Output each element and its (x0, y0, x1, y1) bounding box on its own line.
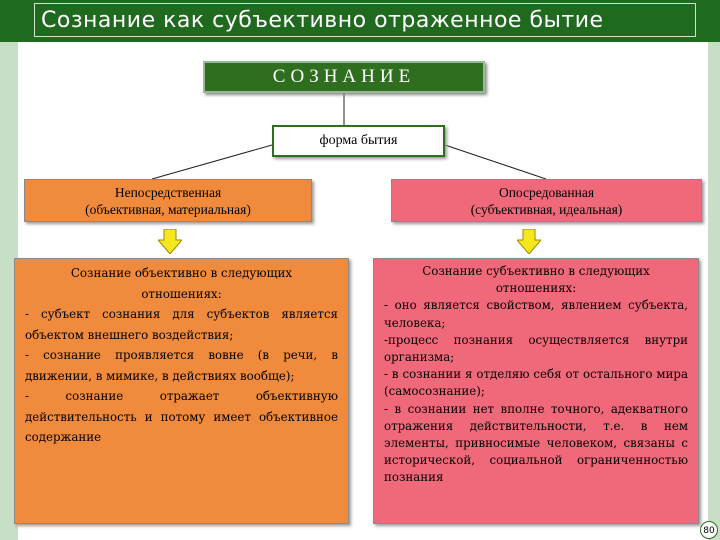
subjective-item-1: - оно является свойством, явлением субъекта, человека; (384, 298, 688, 330)
connector-form-left (152, 145, 272, 179)
subjective-relations-box (373, 258, 699, 524)
objective-relations-box (14, 258, 349, 524)
direct-header-subtitle: (объективная, материальная) (85, 202, 251, 217)
page-number-badge: 80 (700, 521, 718, 539)
objective-item-2: - сознание проявляется вовне (в речи, в движении, в мимике, в действиях вообще); (25, 348, 338, 383)
objective-item-1: - субъект сознания для субъектов является объектом внешнего воздействия; (25, 307, 338, 342)
subjective-intro: Сознание субъективно в следующих отношениях: (422, 264, 650, 296)
direct-header-box (24, 179, 312, 222)
objective-intro: Сознание объективно в следующих отношениях: (70, 266, 293, 301)
connector-form-right (445, 145, 546, 179)
direct-header-title: Непосредственная (114, 185, 222, 200)
subjective-item-3: - в сознании я отделяю себя от остального мира (самосознание); (384, 367, 688, 399)
consciousness-box: СОЗНАНИЕ (203, 61, 485, 93)
mediated-header-title: Опосредованная (498, 185, 595, 200)
objective-item-3: - сознание отражает объективную действительность и потому имеет объективное содержание (25, 389, 338, 444)
subjective-item-4: - в сознании нет вполне точного, адекватного отражения действительности, т.е. в нем элементы, привносимые человеком, связаны с исторической, социальной ограниченностью познания (384, 401, 688, 485)
slide-title: Сознание как субъективно отраженное бытие (34, 3, 696, 37)
mediated-header-box (391, 179, 702, 222)
subjective-item-2: -процесс познания осуществляется внутри организма; (384, 332, 688, 365)
down-arrow-icon (517, 229, 541, 254)
form-of-being-box: форма бытия (272, 125, 445, 157)
down-arrow-icon (158, 229, 182, 254)
mediated-header-subtitle: (субъективная, идеальная) (470, 202, 623, 217)
